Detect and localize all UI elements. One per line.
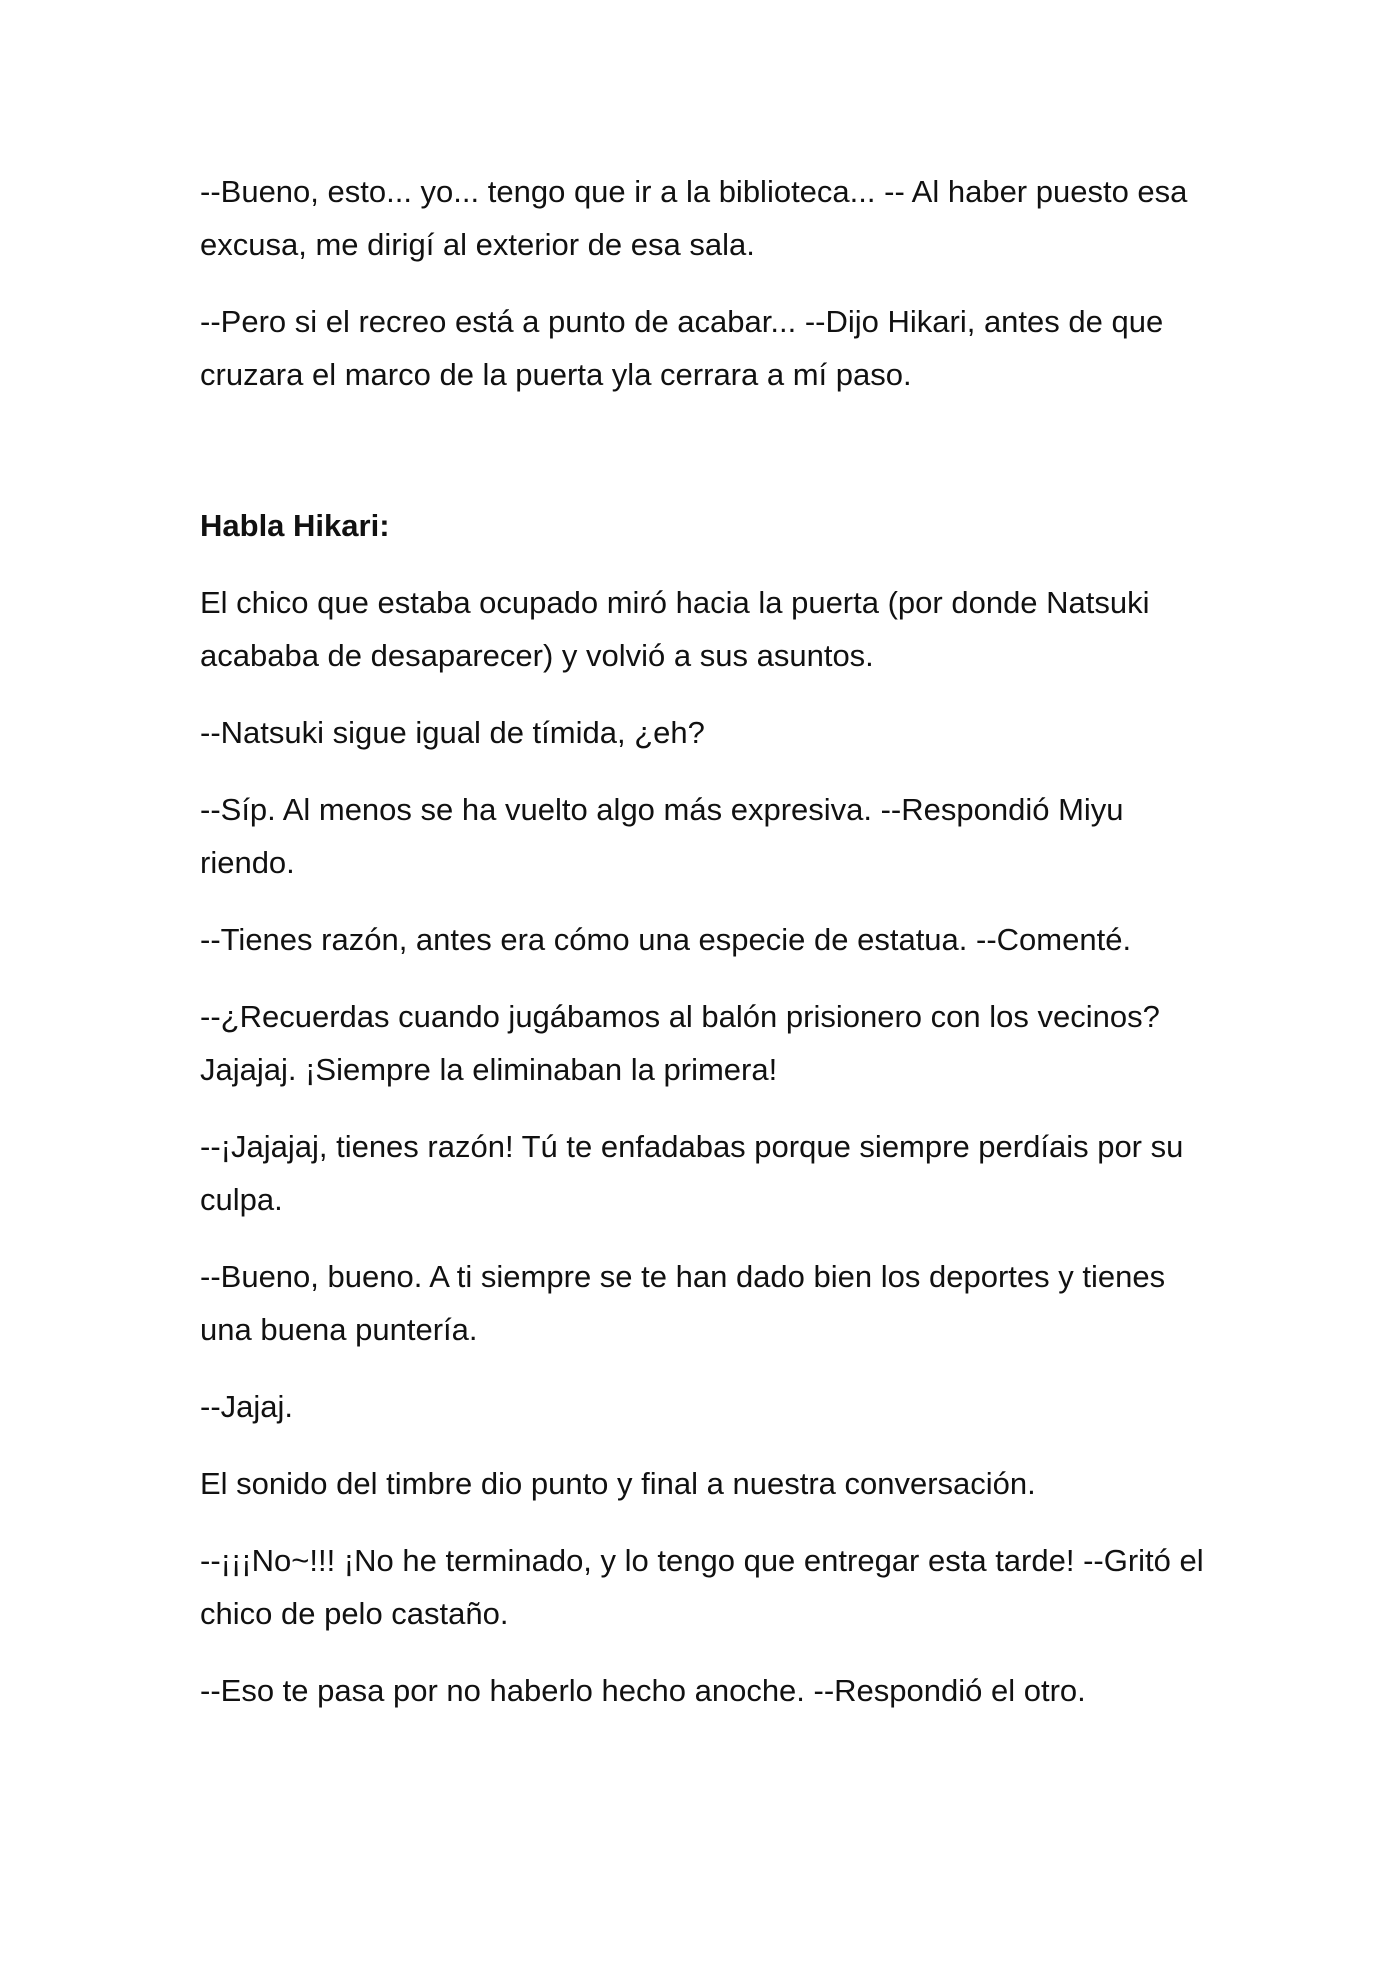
paragraph-statue-comment: --Tienes razón, antes era cómo una especie de estatua. --Comenté. — [200, 922, 1132, 957]
paragraph-library-excuse: --Bueno, esto... yo... tengo que ir a la biblioteca... -- Al haber puesto esa excusa, me dirigí al exterior de esa sala. — [200, 174, 1188, 262]
paragraph-sports-compliment: --Bueno, bueno. A ti siempre se te han dado bien los deportes y tienes una buena puntería. — [200, 1259, 1166, 1347]
paragraph-angry-reply: --¡Jajajaj, tienes razón! Tú te enfadabas porque siempre perdíais por su culpa. — [200, 1129, 1184, 1217]
paragraph-miyu-reply: --Síp. Al menos se ha vuelto algo más expresiva. --Respondió Miyu riendo. — [200, 792, 1124, 880]
paragraph-recess-ending: --Pero si el recreo está a punto de acabar... --Dijo Hikari, antes de que cruzara el marco de la puerta yla cerrara a mí paso. — [200, 304, 1164, 392]
paragraph-dodgeball-memory: --¿Recuerdas cuando jugábamos al balón prisionero con los vecinos? Jajajaj. ¡Siempre la eliminaban la primera! — [200, 999, 1160, 1087]
paragraph-laugh: --Jajaj. — [200, 1389, 294, 1424]
paragraph-last-night: --Eso te pasa por no haberlo hecho anoche. --Respondió el otro. — [200, 1673, 1086, 1708]
paragraph-not-finished: --¡¡¡No~!!! ¡No he terminado, y lo tengo que entregar esta tarde! --Gritó el chico de pelo castaño. — [200, 1543, 1204, 1631]
section-heading: Habla Hikari: — [200, 508, 390, 543]
paragraph-shy-natsuki: --Natsuki sigue igual de tímida, ¿eh? — [200, 715, 705, 750]
paragraph-busy-boy: El chico que estaba ocupado miró hacia la puerta (por donde Natsuki acababa de desaparecer) y volvió a sus asuntos. — [200, 585, 1150, 673]
paragraph-bell: El sonido del timbre dio punto y final a nuestra conversación. — [200, 1466, 1036, 1501]
document-body — [200, 165, 1210, 1741]
